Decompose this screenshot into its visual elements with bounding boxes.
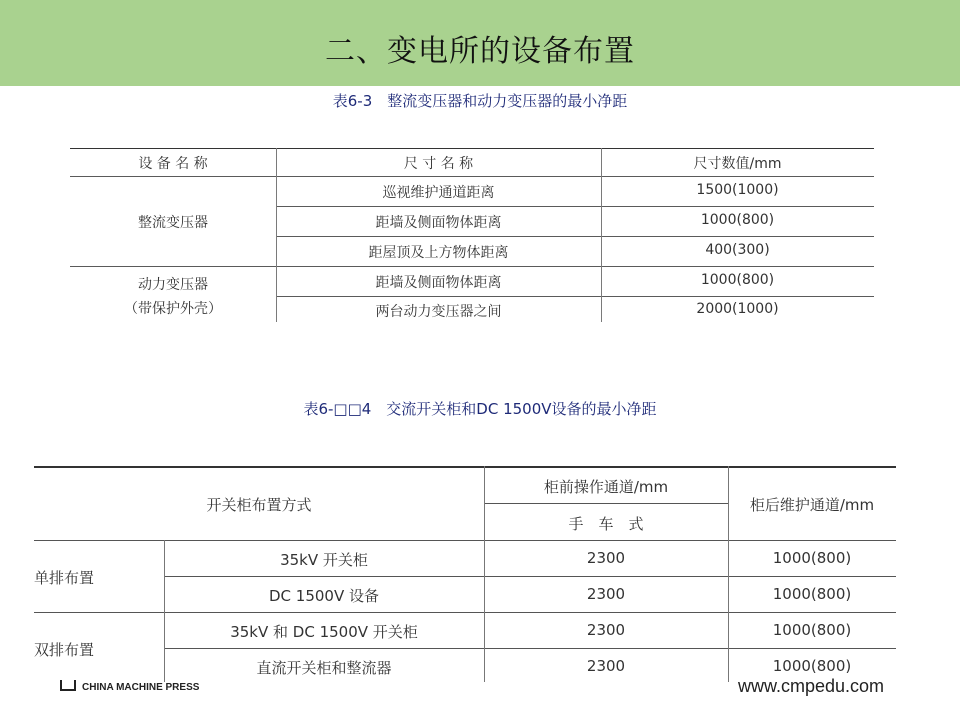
table2-group-single-row: 单排布置 (34, 569, 95, 587)
table2 (34, 466, 896, 682)
table2-row-front: 2300 (586, 549, 626, 567)
table2-row-equipment: DC 1500V 设备 (269, 587, 379, 605)
table2-row-rear: 1000(800) (772, 549, 852, 567)
table1-row-value: 1000(800) (700, 272, 775, 288)
table2-group-double-row: 双排布置 (34, 641, 95, 659)
table1-row-value: 400(300) (705, 242, 770, 258)
table1-group-power-transformer: 动力变压器 (138, 277, 208, 293)
publisher-name: CHINA MACHINE PRESS (82, 682, 200, 693)
table1-header-equipment: 设 备 名 称 (138, 156, 208, 172)
table1-row-dimension: 距屋顶及上方物体距离 (368, 245, 509, 261)
table1-row-value: 2000(1000) (696, 301, 779, 317)
table2-row-rear: 1000(800) (772, 585, 852, 603)
table1-header-value: 尺寸数值/mm (693, 156, 782, 172)
table2-row-equipment: 35kV 和 DC 1500V 开关柜 (230, 623, 418, 641)
table1-header-dimension: 尺 寸 名 称 (403, 156, 474, 172)
table1-caption: 表6-3 整流变压器和动力变压器的最小净距 (332, 92, 628, 110)
table1-row-dimension: 两台动力变压器之间 (375, 304, 502, 320)
table1 (70, 148, 874, 322)
table1-row-value: 1500(1000) (696, 182, 779, 198)
publisher-logo-icon (60, 680, 76, 691)
table1-row-value: 1000(800) (700, 212, 775, 228)
table2-header-front-aisle: 柜前操作通道/mm (543, 478, 669, 496)
table2-row-equipment: 直流开关柜和整流器 (256, 659, 392, 677)
table2-header-front-subtype: 手 车 式 (568, 515, 644, 533)
table2-row-rear: 1000(800) (772, 657, 852, 675)
table2-header-layout: 开关柜布置方式 (206, 496, 312, 514)
website-url: www.cmpedu.com (738, 676, 885, 696)
table2-row-front: 2300 (586, 621, 626, 639)
table1-row-dimension: 巡视维护通道距离 (382, 185, 495, 201)
table2-row-front: 2300 (586, 657, 626, 675)
table2-header-rear-aisle: 柜后维护通道/mm (749, 496, 875, 514)
table1-row-dimension: 距墙及侧面物体距离 (375, 215, 502, 231)
table2-row-equipment: 35kV 开关柜 (280, 551, 368, 569)
table2-caption: 表6-□□4 交流开关柜和DC 1500V设备的最小净距 (303, 400, 657, 418)
table1-row-dimension: 距墙及侧面物体距离 (375, 275, 502, 291)
title-banner (0, 0, 960, 86)
table2-row-rear: 1000(800) (772, 621, 852, 639)
publisher-logo (60, 680, 199, 693)
page-title: 二、变电所的设备布置 (325, 34, 635, 69)
table1-group-power-transformer-note: （带保护外壳） (124, 301, 222, 317)
table1-group-rectifier: 整流变压器 (138, 215, 208, 231)
table2-row-front: 2300 (586, 585, 626, 603)
